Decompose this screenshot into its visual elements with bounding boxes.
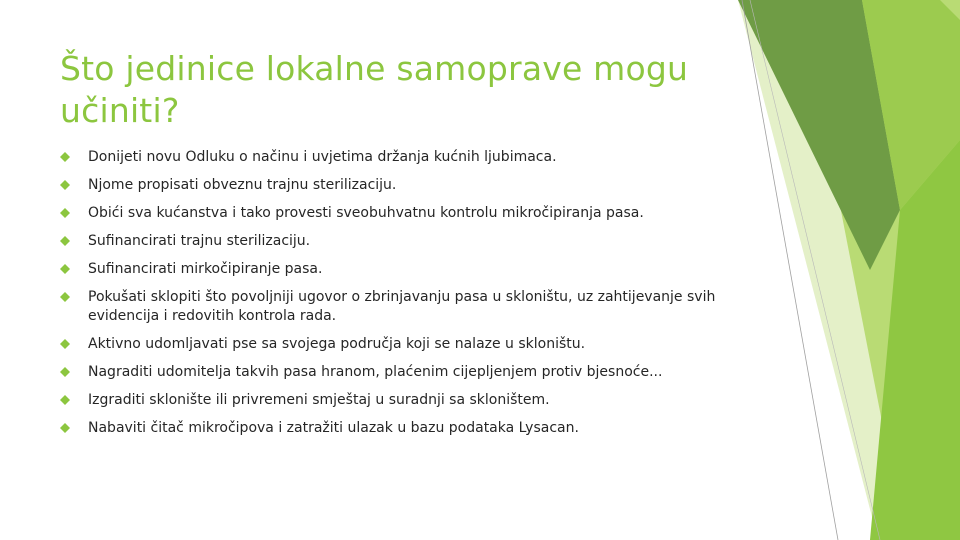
diamond-bullet-icon bbox=[60, 204, 88, 218]
diamond-bullet-icon bbox=[60, 363, 88, 377]
diamond-bullet-icon bbox=[60, 260, 88, 274]
diamond-bullet-icon bbox=[60, 419, 88, 433]
bullet-list bbox=[60, 148, 740, 447]
bullet-text: Njome propisati obveznu trajnu sterilizaciju. bbox=[88, 177, 397, 193]
bullet-text: Nabaviti čitač mikročipova i zatražiti ulazak u bazu podataka Lysacan. bbox=[88, 420, 579, 436]
list-item bbox=[60, 204, 740, 223]
diamond-bullet-icon bbox=[60, 288, 88, 302]
bullet-text: Sufinancirati mirkočipiranje pasa. bbox=[88, 261, 323, 277]
list-item bbox=[60, 391, 740, 410]
diamond-bullet-icon bbox=[60, 391, 88, 405]
list-item bbox=[60, 363, 740, 382]
diamond-bullet-icon bbox=[60, 148, 88, 162]
diamond-bullet-icon bbox=[60, 176, 88, 190]
list-item bbox=[60, 176, 740, 195]
bullet-text: Obići sva kućanstva i tako provesti sveobuhvatnu kontrolu mikročipiranja pasa. bbox=[88, 205, 644, 221]
list-item bbox=[60, 335, 740, 354]
list-item bbox=[60, 260, 740, 279]
diamond-bullet-icon bbox=[60, 335, 88, 349]
diamond-bullet-icon bbox=[60, 232, 88, 246]
list-item bbox=[60, 232, 740, 251]
bullet-text: Pokušati sklopiti što povoljniji ugovor o zbrinjavanju pasa u skloništu, uz zahtijevanje svih evidencija i redovitih kontrola rada. bbox=[88, 289, 716, 324]
slide-title: Što jedinice lokalne samoprave mogu učiniti? bbox=[60, 49, 689, 130]
list-item bbox=[60, 148, 740, 167]
list-item bbox=[60, 288, 740, 326]
bullet-text: Aktivno udomljavati pse sa svojega područja koji se nalaze u skloništu. bbox=[88, 336, 586, 352]
bullet-text: Sufinancirati trajnu sterilizaciju. bbox=[88, 233, 311, 249]
bullet-text: Izgraditi sklonište ili privremeni smještaj u suradnji sa skloništem. bbox=[88, 392, 550, 408]
bullet-text: Donijeti novu Odluku o načinu i uvjetima držanja kućnih ljubimaca. bbox=[88, 149, 557, 165]
bullet-text: Nagraditi udomitelja takvih pasa hranom, plaćenim cijepljenjem protiv bjesnoće... bbox=[88, 364, 663, 380]
list-item bbox=[60, 419, 740, 438]
